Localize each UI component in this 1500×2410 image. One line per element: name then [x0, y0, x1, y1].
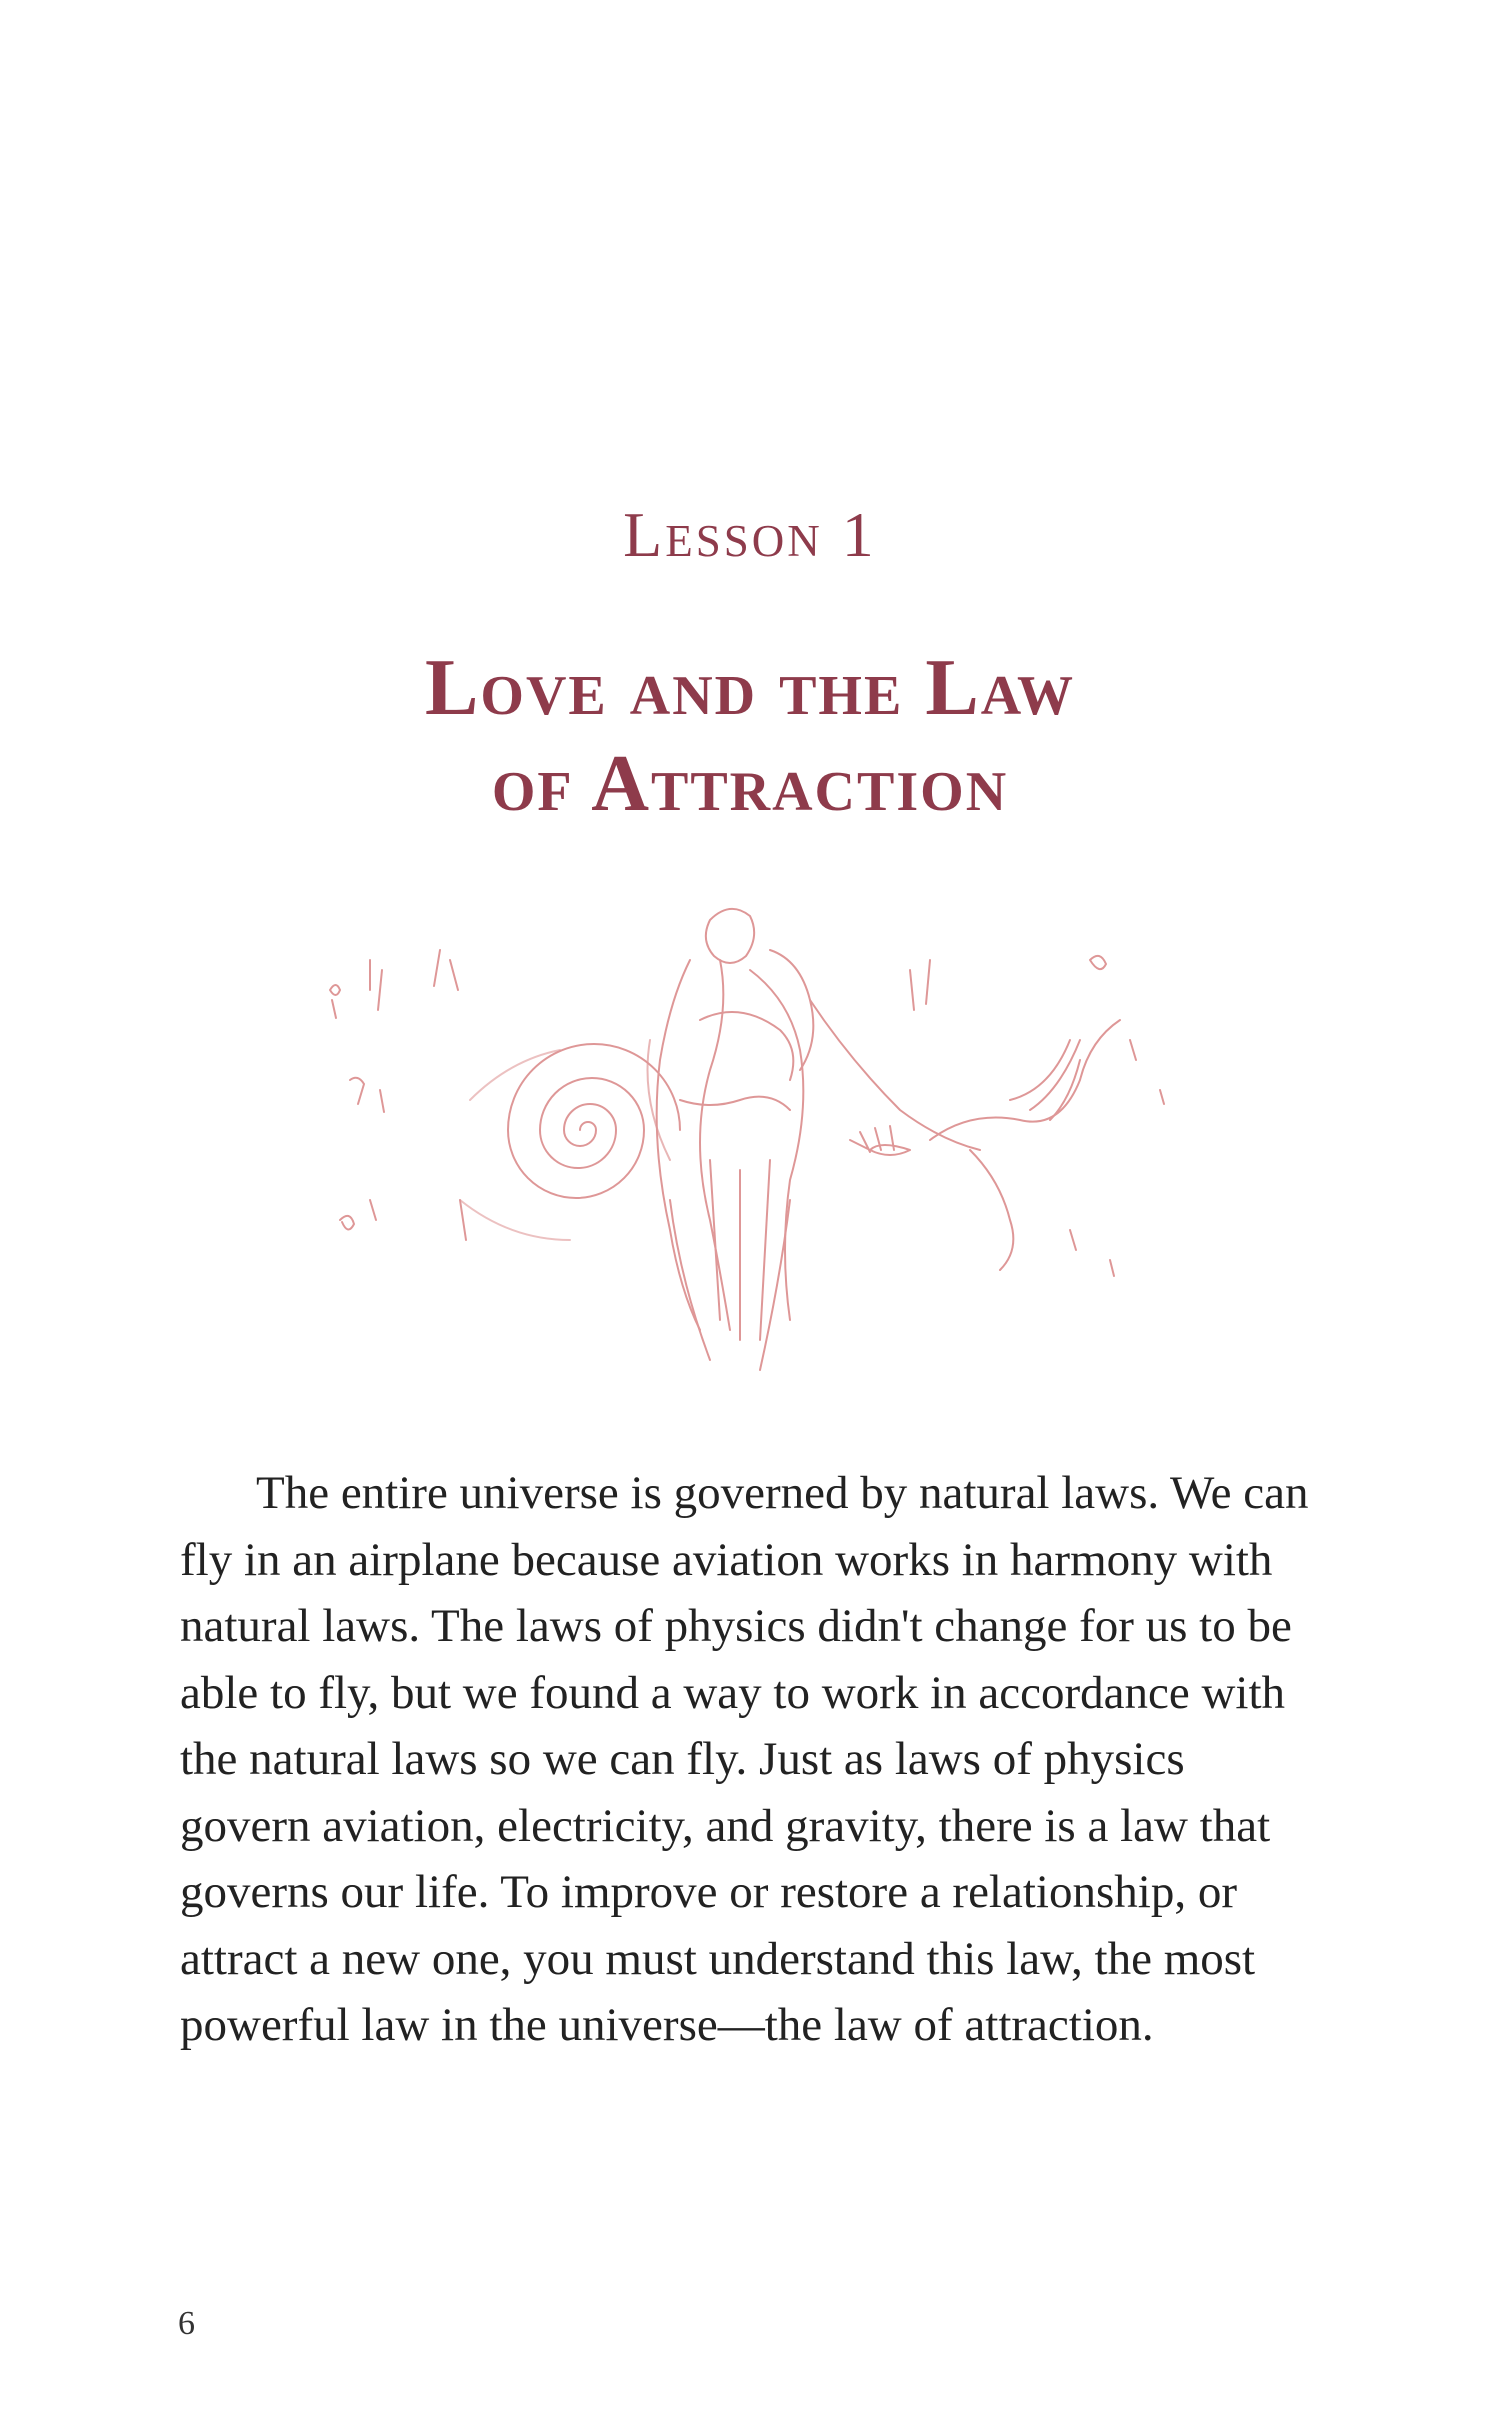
- embracing-couple-and-dove-sketch-icon: [310, 900, 1190, 1390]
- chapter-title-line-2: of Attraction: [491, 740, 1009, 828]
- chapter-title-line-1: Love and the Law: [425, 644, 1075, 732]
- page-number: 6: [178, 2305, 195, 2342]
- body-paragraph: [180, 1460, 1320, 2059]
- body-paragraph-text: The entire universe is governed by natural laws. We can fly in an airplane because aviation works in harmony with natural laws. The laws of physics didn't change for us to be able to fly, but we found a way to work in accordance with the natural laws so we can fly. Just as laws of physics govern aviation, electricity, and gravity, there is a law that governs our life. To improve or restore a relationship, or attract a new one, you must understand this law, the most powerful law in the universe—the law of attraction.: [180, 1467, 1309, 2051]
- lesson-label: Lesson 1: [623, 499, 877, 570]
- chapter-title: [0, 640, 1500, 832]
